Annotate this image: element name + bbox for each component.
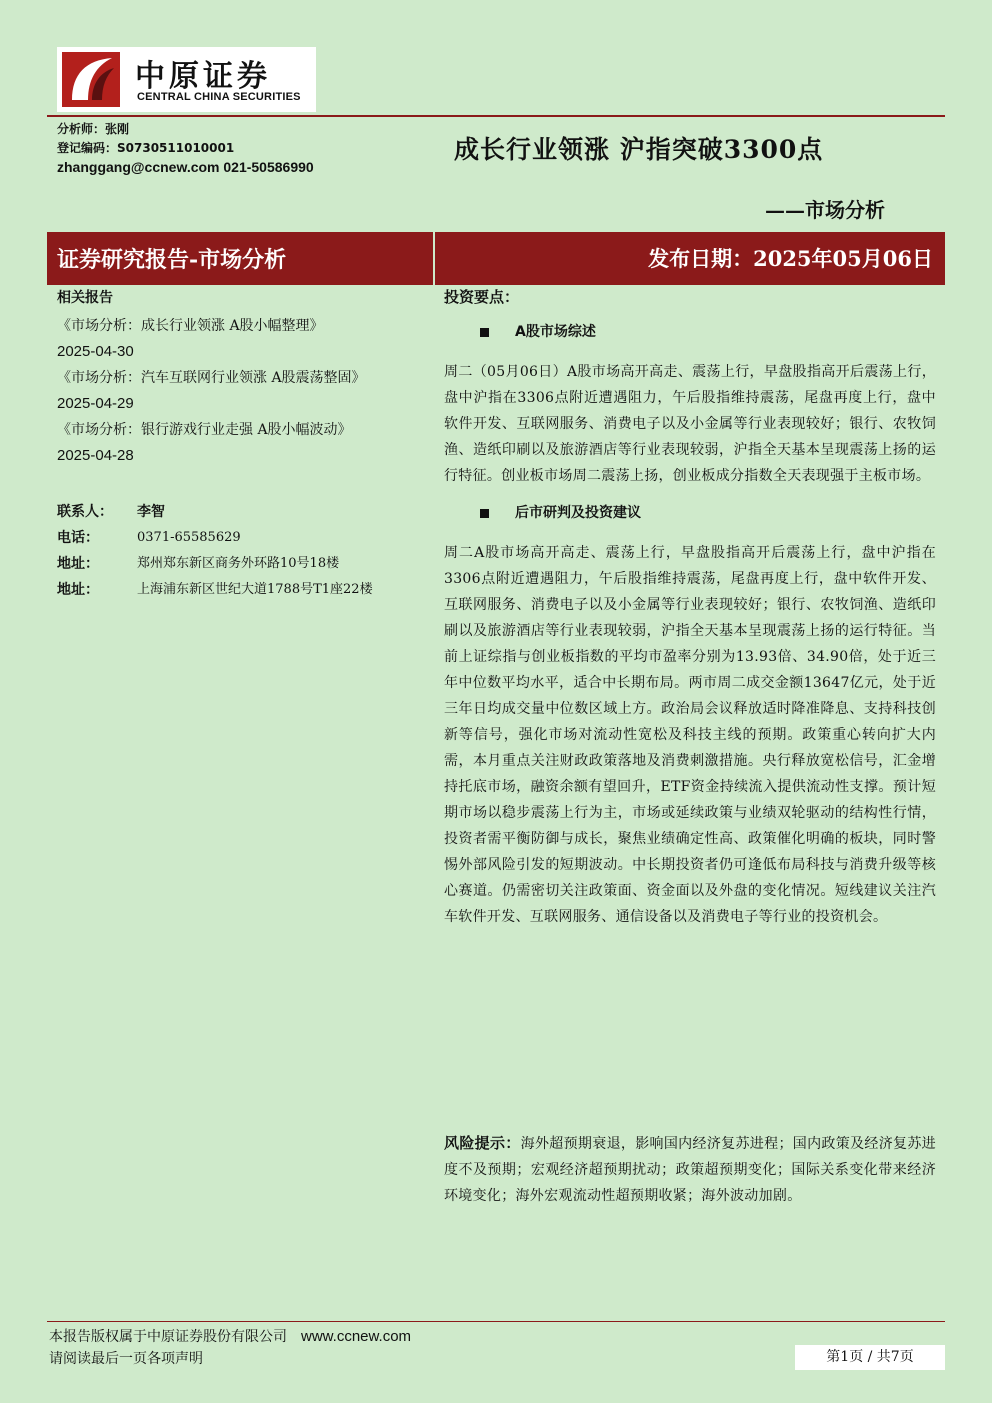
risk-text: 海外超预期衰退，影响国内经济复苏进程；国内政策及经济复苏进度不及预期；宏观经济超预期扰动；政策超预期变化；国际关系变化带来经济环境变化；海外宏观流动性超预期收紧；海外波动加剧。 [444,1136,936,1204]
analyst-info [57,120,314,177]
related-report-date: 2025-04-29 [57,395,134,412]
risk-label: 风险提示： [444,1134,521,1152]
report-type: 证券研究报告-市场分析 [57,247,287,273]
contact-address-row [57,551,387,577]
page-indicator: 第1页 / 共7页 [795,1345,945,1370]
related-report-item[interactable] [57,313,387,365]
outlook-text: 周二A股市场高开高走、震荡上行，早盘股指高开后震荡上行，盘中沪指在3306点附近遭遇阻力，午后股指维持震荡，尾盘再度上行，盘中软件开发、互联网服务、消费电子以及小金属等行业表现较好；银行、农牧饲渔、造纸印刷以及旅游酒店等行业表现较弱，沪指全天基本呈现震荡上扬的运行特征。当前上证综指与创业板指数的平均市盈率分别为13.93倍、34.90倍，处于近三年中位数平均水平，适合中长期布局。两市周二成交金额13647亿元，处于近三年日均成交量中位数区域上方。政治局会议释放适时降准降息、支持科技创新等信号，强化市场对流动性宽松及科技主线的预期。政策重心转向扩大内需，本月重点关注财政政策落地及消费刺激措施。央行释放宽松信号，汇金增持托底市场，融资余额有望回升，ETF资金持续流入提供流动性支撑。预计短期市场以稳步震荡上行为主，市场或延续政策与业绩双轮驱动的结构性行情，投资者需平衡防御与成长，聚焦业绩确定性高、政策催化明确的板块，同时警惕外部风险引发的短期波动。中长期投资者仍可逢低布局科技与消费升级等核心赛道。仍需密切关注政策面、资金面以及外盘的变化情况。短线建议关注汽车软件开发、互联网服务、通信设备以及消费电子等行业的投资机会。 [444,545,936,925]
footer-copyright-line [49,1326,411,1346]
contact-phone-row [57,525,387,551]
investment-highlights [444,286,936,930]
contact-phone-label: 电话： [57,530,99,546]
contact-address-row [57,577,387,603]
contact-person-row [57,499,387,525]
square-bullet-icon [480,509,489,518]
analyst-contact: zhanggang@ccnew.com 021-50586990 [57,159,314,175]
related-heading: 相关报告 [57,290,113,306]
contact-address-shanghai: 上海浦东新区世纪大道1788号T1座22楼 [137,582,373,597]
section-title: 后市研判及投资建议 [515,505,641,521]
contact-info [57,499,387,603]
contact-phone: 0371-65585629 [137,530,241,545]
section-market-review-heading [480,322,936,342]
contact-person-label: 联系人： [57,504,113,520]
publish-date: 发布日期：2025年05月06日 [648,246,933,271]
related-report-title: 《市场分析：成长行业领涨 A股小幅整理》 [57,318,324,334]
report-title: 成长行业领涨 沪指突破3300点 [454,135,824,164]
section-outlook-heading [480,503,936,523]
related-report-item[interactable] [57,365,387,417]
contact-address-label: 地址： [57,556,99,572]
header-rule [47,115,945,117]
footer-copyright: 本报告版权属于中原证券股份有限公司 [49,1329,287,1345]
company-logo [57,47,316,112]
footer-rule [47,1321,945,1322]
contact-address-label: 地址： [57,582,99,598]
section-title: A股市场综述 [515,324,596,340]
logo-cn-text: 中原证券 [135,59,271,94]
contact-person: 李智 [137,504,165,520]
banner-divider [433,232,435,285]
risk-warning [444,1130,936,1209]
square-bullet-icon [480,328,489,337]
contact-address-zhengzhou: 郑州郑东新区商务外环路10号18楼 [137,556,340,571]
logo-mark-icon [62,52,120,107]
related-report-date: 2025-04-30 [57,343,134,360]
report-subtitle: ——市场分析 [765,198,885,222]
related-report-title: 《市场分析：汽车互联网行业领涨 A股震荡整固》 [57,370,366,386]
report-banner [47,232,945,285]
market-review-text: 周二（05月06日）A股市场高开高走、震荡上行，早盘股指高开后震荡上行，盘中沪指在3306点附近遭遇阻力，午后股指维持震荡，尾盘再度上行，盘中软件开发、互联网服务、消费电子以及小金属等行业表现较好；银行、农牧饲渔、造纸印刷以及旅游酒店等行业表现较弱，沪指全天基本呈现震荡上扬的运行特征。创业板市场周二震荡上扬，创业板成分指数全天表现强于主板市场。 [444,364,936,484]
related-report-title: 《市场分析：银行游戏行业走强 A股小幅波动》 [57,422,352,438]
related-report-item[interactable] [57,417,387,469]
footer-disclaimer: 请阅读最后一页各项声明 [49,1351,203,1367]
analyst-name: 分析师：张刚 [57,122,130,136]
analyst-registration: 登记编码：S0730511010001 [57,141,235,155]
related-report-date: 2025-04-28 [57,447,134,464]
logo-en-text: CENTRAL CHINA SECURITIES [137,91,301,103]
investment-heading: 投资要点： [444,288,520,306]
related-reports [57,288,387,469]
footer-url-link[interactable]: www.ccnew.com [301,1328,412,1345]
